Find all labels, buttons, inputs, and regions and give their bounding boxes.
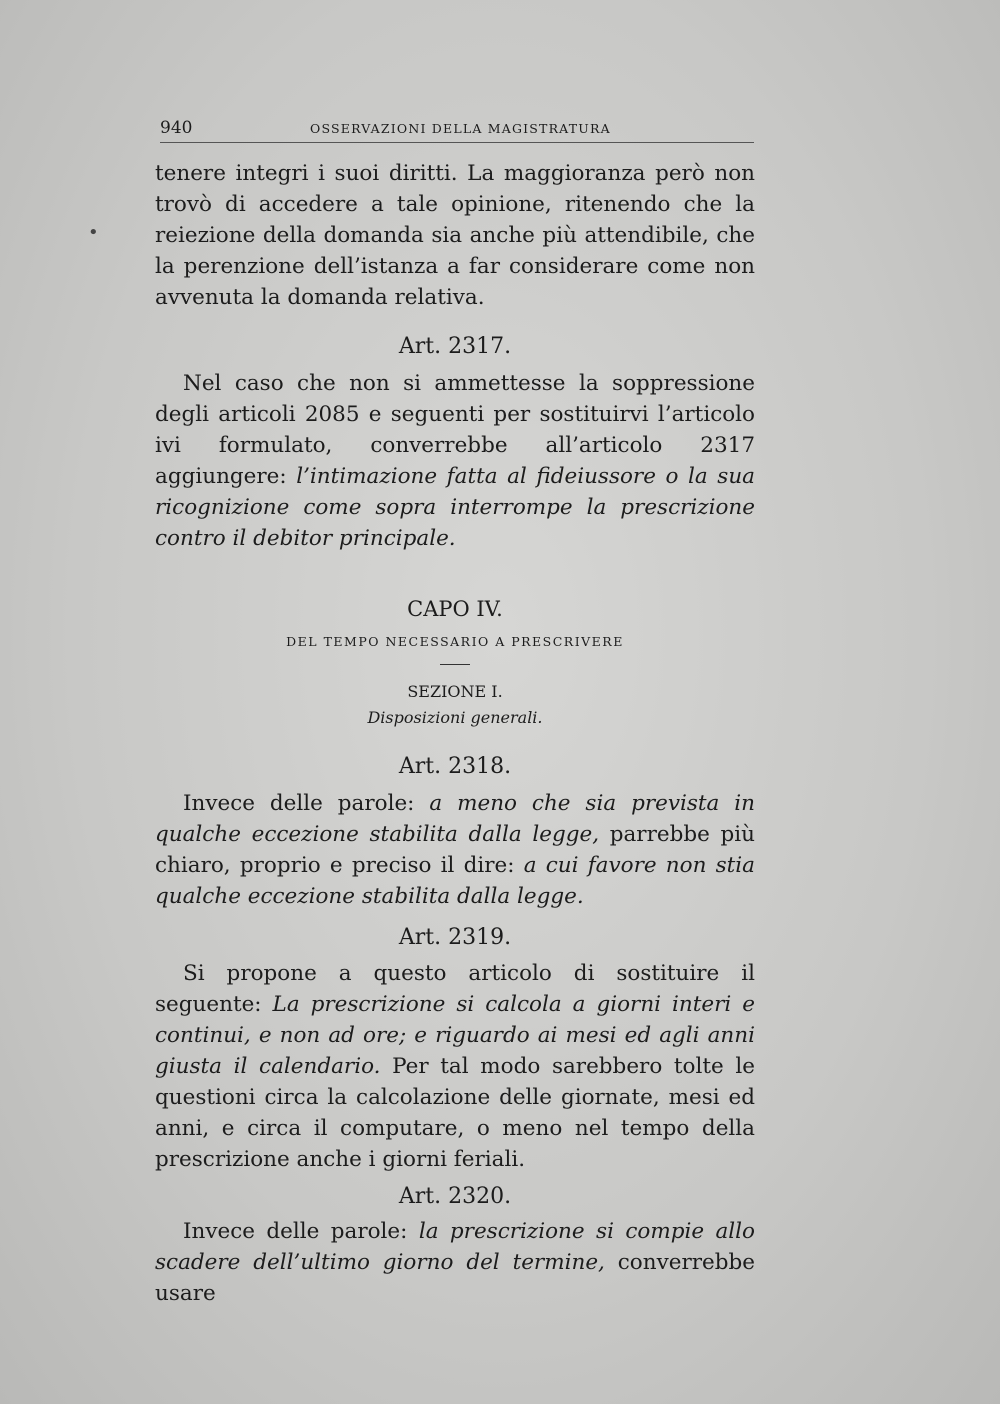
- article-2317-italic: l’intimazione fatta al fideiussore o la sua ricognizione come sopra interrompe la prescrizione contro il debitor principale.: [155, 464, 755, 551]
- article-2320-text: [155, 1216, 755, 1309]
- page-number: 940: [160, 118, 193, 138]
- running-title: OSSERVAZIONI DELLA MAGISTRATURA: [310, 121, 611, 136]
- article-2318-italic-2: a cui favore non stia qualche eccezione stabilita dalla legge.: [155, 853, 756, 909]
- ink-speck: •: [88, 222, 99, 243]
- article-2320-plain-1: Invece delle parole:: [183, 1219, 419, 1244]
- article-2318-plain-2: parrebbe più chiaro, proprio e preciso il dire:: [155, 822, 755, 878]
- chapter-subtitle: DEL TEMPO NECESSARIO A PRESCRIVERE: [286, 634, 624, 649]
- article-2320-plain-2: converrebbe usare: [155, 1250, 755, 1306]
- chapter-title: CAPO IV.: [407, 597, 503, 621]
- article-2320-italic: la prescrizione si compie allo scadere dell’ultimo giorno del termine,: [155, 1219, 756, 1275]
- article-2318-italic-1: a meno che sia prevista in qualche eccezione stabilita dalla legge,: [155, 791, 755, 847]
- paragraph-continuation: tenere integri i suoi diritti. La maggioranza però non trovò di accedere a tale opinione, ritenendo che la reiezione della domanda sia anche più attendibile, che la perenzione dell’istanza a far considerare come non avvenuta la domanda relativa.: [155, 161, 755, 310]
- section-title: SEZIONE I.: [407, 682, 503, 701]
- article-2319-italic: La prescrizione si calcola a giorni interi e continui, e non ad ore; e riguardo ai mesi ed agli anni giusta il calendario.: [155, 992, 755, 1079]
- article-2318-plain-1: Invece delle parole:: [183, 791, 430, 816]
- article-heading-2318: Art. 2318.: [398, 754, 512, 779]
- article-2319-plain-2: Per tal modo sarebbero tolte le questioni circa la calcolazione delle giornate, mesi ed anni, e circa il computare, o meno nel tempo della prescrizione anche i giorni feriali.: [155, 1054, 755, 1172]
- separator-rule: [440, 664, 470, 665]
- article-2317-plain: Nel caso che non si ammettesse la soppressione degli articoli 2085 e seguenti per sostituirvi l’articolo ivi formulato, converrebbe all’articolo 2317 aggiungere:: [155, 371, 755, 489]
- article-2319-text: [155, 958, 755, 1175]
- article-2317-text: [155, 368, 755, 554]
- article-heading-2319: Art. 2319.: [398, 925, 512, 950]
- section-subtitle: Disposizioni generali.: [367, 708, 543, 727]
- article-heading-2317: Art. 2317.: [398, 334, 512, 359]
- article-2318-text: [155, 788, 755, 912]
- article-2319-plain-1: Si propone a questo articolo di sostituire il seguente:: [155, 961, 755, 1017]
- page-header: [160, 118, 754, 143]
- article-heading-2320: Art. 2320.: [398, 1184, 512, 1209]
